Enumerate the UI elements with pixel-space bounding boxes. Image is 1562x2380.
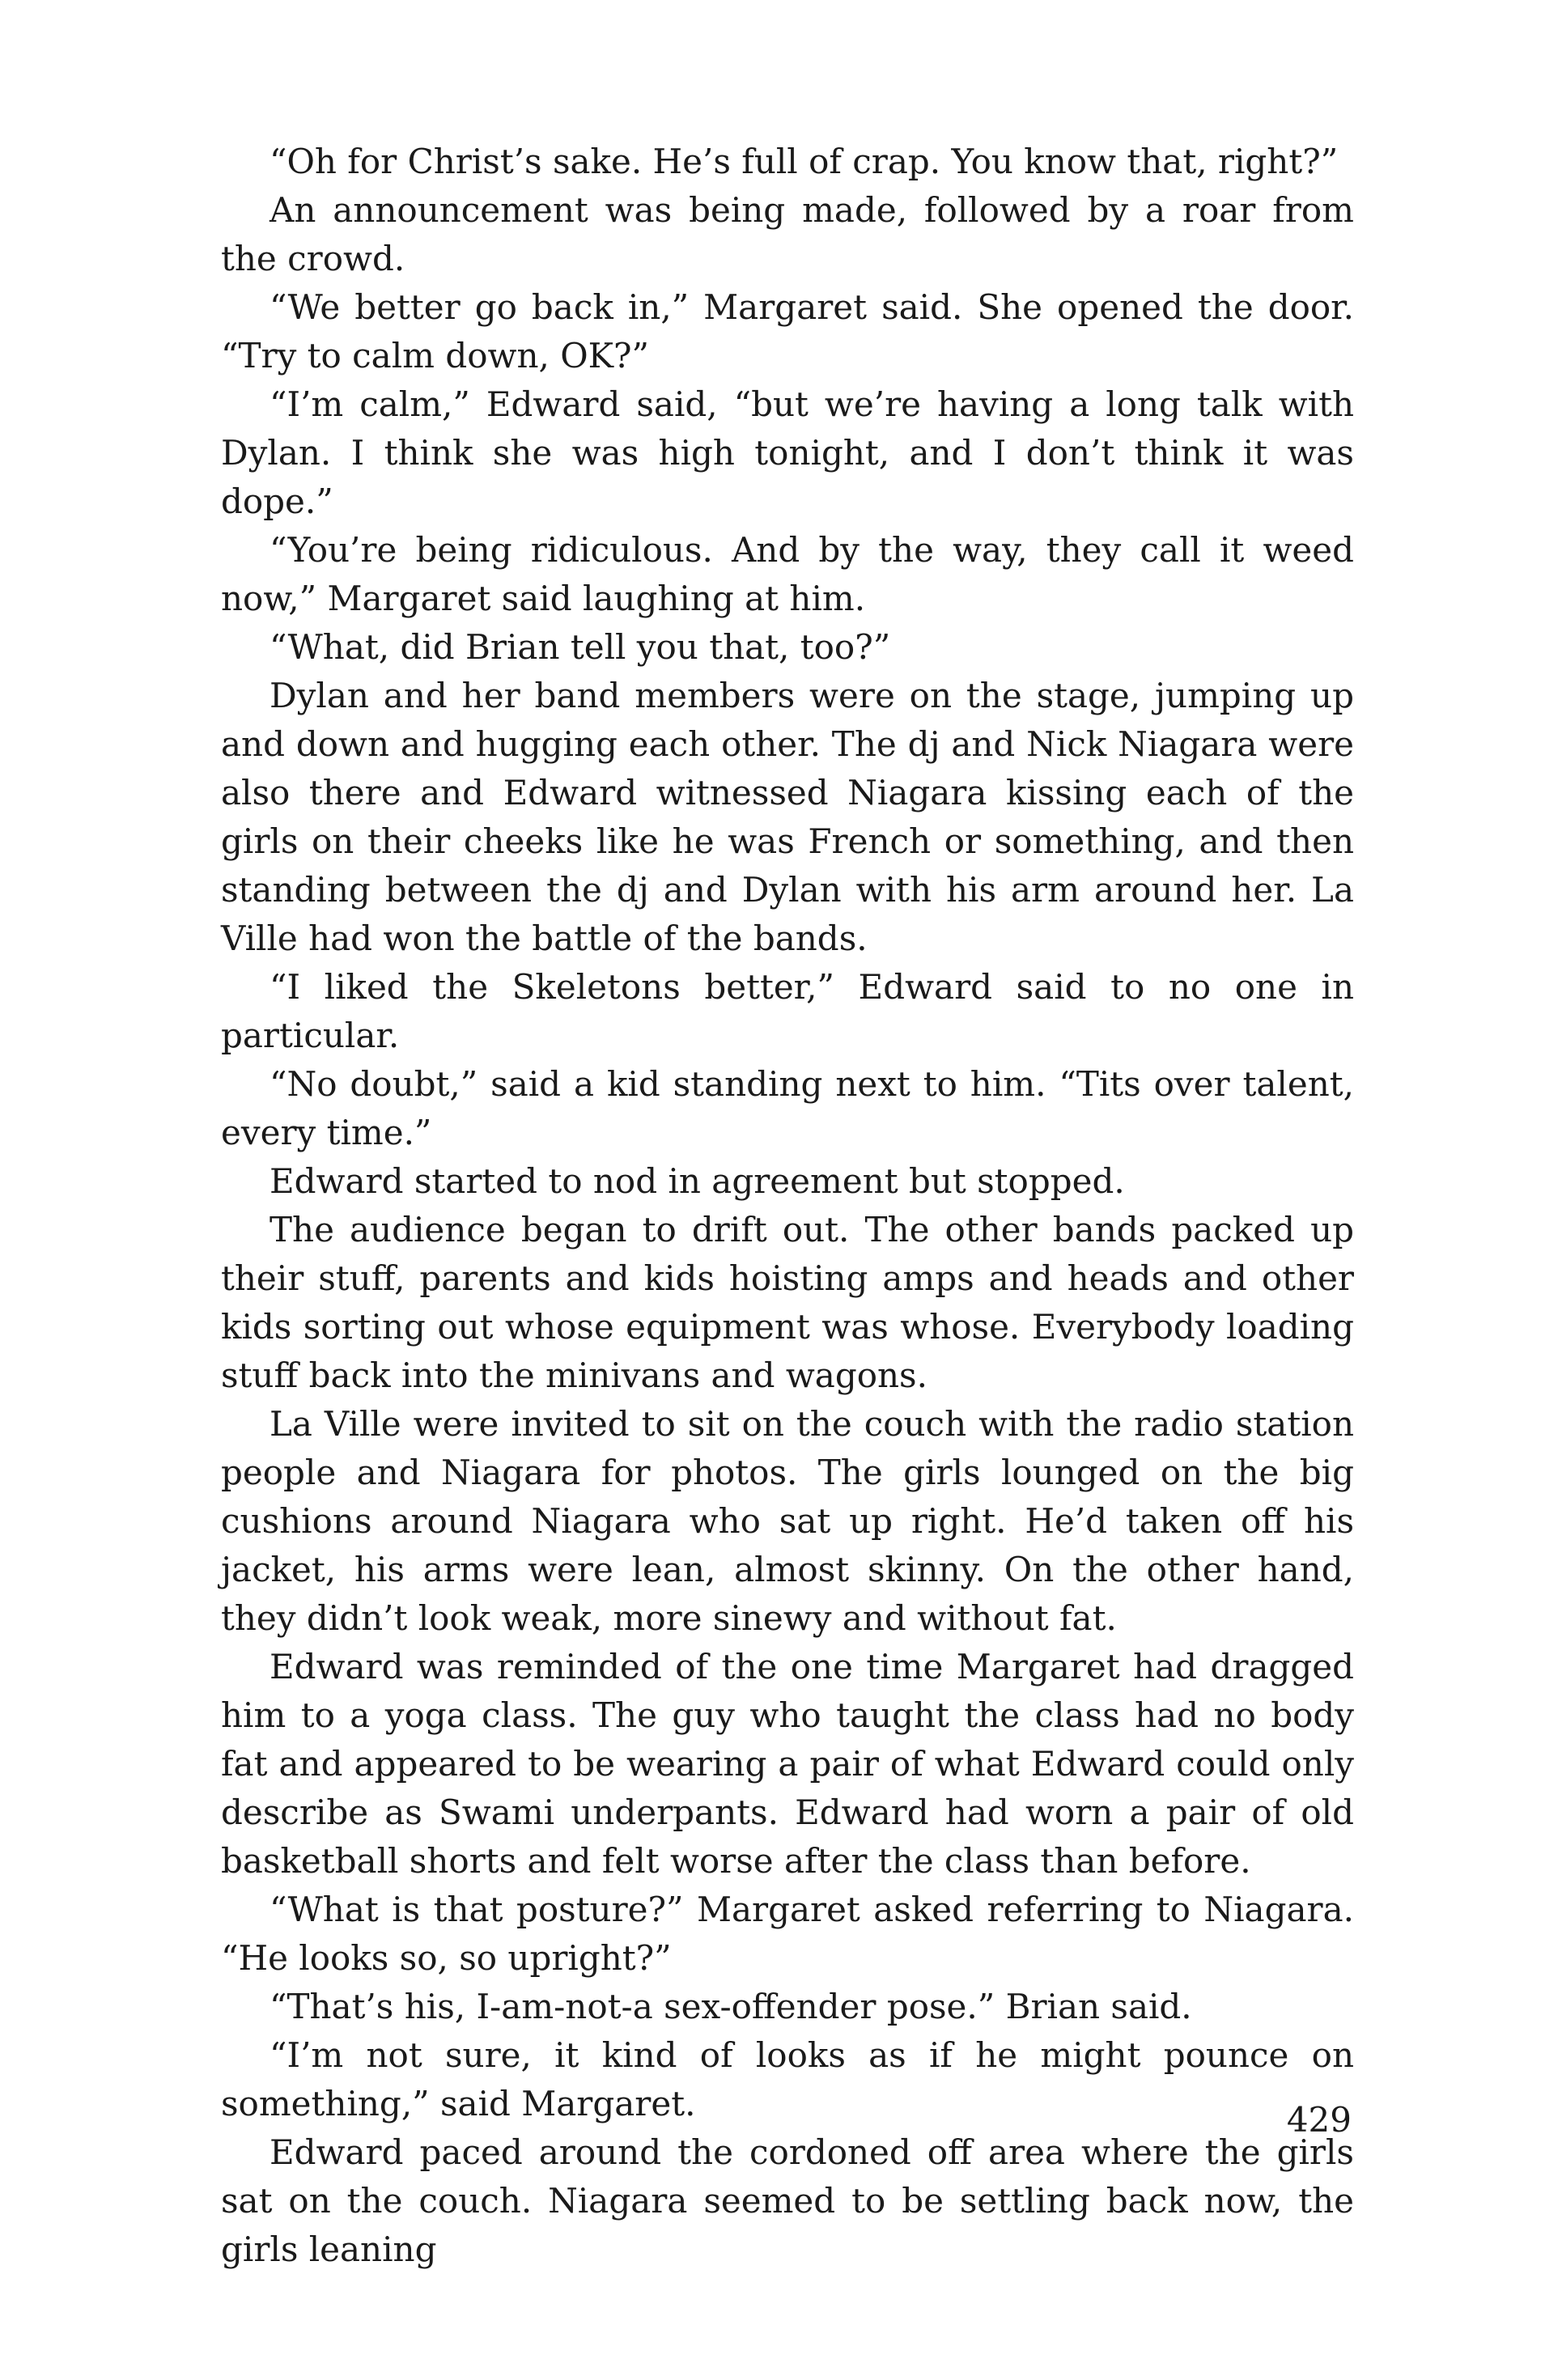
paragraph: The audience began to drift out. The other bands packed up their stuff, parents and kids hoisting amps and heads and other kids sorting out whose equipment was whose. Everybody loading stuff back into the minivans and wagons. (221, 1210, 1354, 1395)
paragraph: Dylan and her band members were on the stage, jumping up and down and hugging each other. The dj and Nick Niagara were also there and Edward witnessed Niagara kissing each of the girls on their cheeks like he was French or something, and then standing between the dj and Dylan with his arm around her. La Ville had won the battle of the bands. (221, 676, 1354, 958)
paragraph: “Oh for Christ’s sake. He’s full of crap. You know that, right?” (270, 142, 1339, 181)
paragraph: “We better go back in,” Margaret said. She opened the door. “Try to calm down, OK?” (221, 287, 1354, 375)
paragraph: “What is that posture?” Margaret asked referring to Niagara. “He looks so, so upright?” (221, 1890, 1354, 1978)
paragraph: La Ville were invited to sit on the couch with the radio station people and Niagara for photos. The girls lounged on the big cushions around Niagara who sat up right. He’d taken off his jacket, his arms were lean, almost skinny. On the other hand, they didn’t look weak, more sinewy and without fat. (221, 1404, 1354, 1638)
paragraph: Edward paced around the cordoned off area where the girls sat on the couch. Niagara seemed to be settling back now, the girls leaning (221, 2132, 1354, 2269)
paragraph: “What, did Brian tell you that, too?” (270, 627, 891, 667)
paragraph: “You’re being ridiculous. And by the way, they call it weed now,” Margaret said laughing at him. (221, 530, 1354, 618)
paragraph: An announcement was being made, followed by a roar from the crowd. (221, 190, 1354, 278)
paragraph: “I’m calm,” Edward said, “but we’re having a long talk with Dylan. I think she was high tonight, and I don’t think it was dope.” (221, 384, 1354, 521)
paragraph: Edward started to nod in agreement but stopped. (270, 1161, 1125, 1201)
paragraph: “I’m not sure, it kind of looks as if he might pounce on something,” said Margaret. (221, 2035, 1354, 2123)
paragraph: “That’s his, I-am-not-a sex-offender pose.” Brian said. (270, 1987, 1192, 2026)
page-number: 429 (1286, 2100, 1352, 2140)
paragraph: “No doubt,” said a kid standing next to him. “Tits over talent, every time.” (221, 1064, 1354, 1152)
paragraph: “I liked the Skeletons better,” Edward said to no one in particular. (221, 967, 1354, 1055)
paragraph: Edward was reminded of the one time Margaret had dragged him to a yoga class. The guy who taught the class had no body fat and appeared to be wearing a pair of what Edward could only describe as Swami underpants. Edward had worn a pair of old basketball shorts and felt worse after the class than before. (221, 1647, 1354, 1881)
body-text (221, 138, 1354, 2274)
